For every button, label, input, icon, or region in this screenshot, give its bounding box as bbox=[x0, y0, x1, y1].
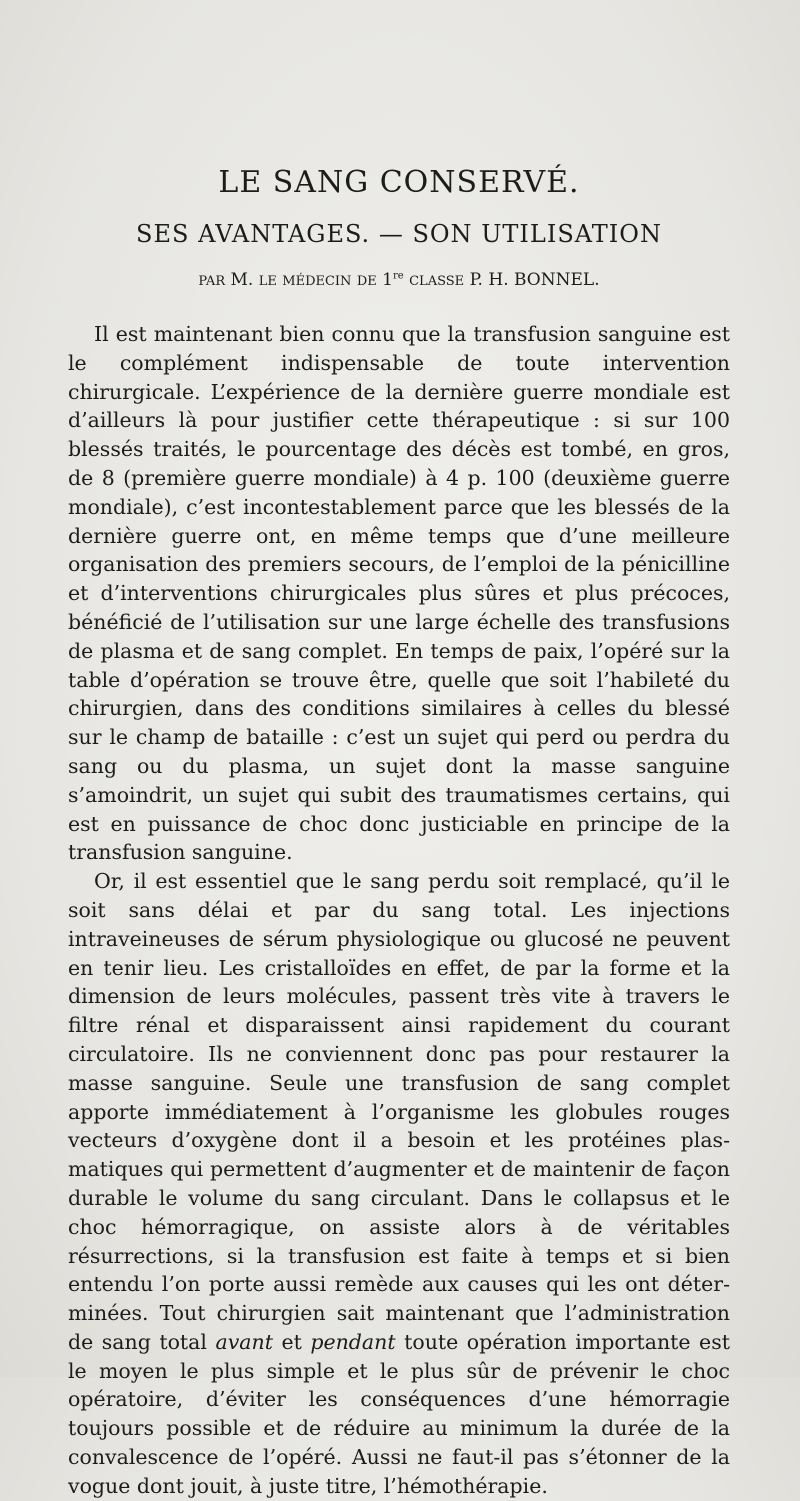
byline-par: PAR bbox=[198, 274, 226, 289]
byline-classe: CLASSE bbox=[409, 274, 465, 289]
paragraph-2-part-b: toute opération importante est le moyen le plus simple et le plus sûr de prévenir le choc opératoire, d’éviter les conséquences d’une hémorragie toujours possible et de réduire au minimum la durée de la convalescence de l’opéré. Aussi ne faut-il pas s’étonner de la vogue dont jouit, à juste titre, l’hémothérapie. bbox=[68, 1329, 730, 1498]
byline-sup: re bbox=[393, 270, 404, 282]
byline-num: 1 bbox=[382, 270, 393, 290]
article-subtitle: SES AVANTAGES. — SON UTILISATION bbox=[136, 220, 662, 248]
article-title: LE SANG CONSERVÉ. bbox=[218, 165, 580, 200]
byline-le: LE bbox=[258, 274, 277, 289]
paragraph-1: Il est maintenant bien connu que la transfusion sanguine est le complément indispensable de toute intervention chirurgicale. L’expérience de la dernière guerre mondiale est d’ailleurs là pour justifier cette thérapeutique : si sur 100 blessés traités, le pourcentage des décès est tombé, en gros, de 8 (première guerre mondiale) à 4 p. 100 (deuxième guerre mondiale), c’est incontestablement parce que les blessés de la dernière guerre ont, en même temps que d’une meilleure organisation des premiers secours, de l’emploi de la pénicilline et d’interventions chirurgicales plus sûres et plus précoces, bénéficié de l’utilisation sur une large échelle des transfusions de plasma et de sang complet. En temps de paix, l’opéré sur la table d’opération se trouve être, quelle que soit l’habileté du chirurgien, dans des conditions similaires à celles du blessé sur le champ de bataille : c’est un sujet qui perd ou perdra du sang ou du plasma, un sujet dont la masse sanguine s’amoindrit, un sujet qui subit des traumatismes certains, qui est en puissance de choc donc justiciable en principe de la transfusion sanguine. bbox=[68, 322, 730, 865]
paragraph-2-part-a: Or, il est essentiel que le sang perdu soit remplacé, qu’il le soit sans délai et par du sang total. Les injections intraveineuses de sérum physiologique ou glucosé ne peuvent en tenir lieu. Les cristalloïdes en effet, de par la forme et la dimension de leurs molécules, passent très vite à travers le filtre rénal et disparaissent ainsi rapidement du courant circulatoire. Ils ne conviennent donc pas pour restaurer la masse sanguine. Seule une transfusion de sang complet apporte immédiatement à l’organisme les globules rouges vecteurs d’oxygène dont il a besoin et les protéines plasmatiques qui permettent d’augmenter et de maintenir de façon durable le volume du sang circulant. Dans le collapsus et le choc hémorragique, on assiste alors à de véritables résurrections, si la transfusion est faite à temps et si bien entendu l’on porte aussi remède aux causes qui les ont déterminées. Tout chirurgien sait maintenant que l’administration de sang total bbox=[68, 869, 730, 1354]
byline bbox=[68, 270, 730, 290]
emphasis-pendant: pendant bbox=[310, 1329, 396, 1354]
byline-medecin: MÉDECIN bbox=[282, 274, 352, 289]
paragraph-2 bbox=[68, 867, 730, 1501]
byline-author: P. H. BONNEL. bbox=[469, 270, 600, 290]
byline-de: DE bbox=[356, 274, 377, 289]
article-body bbox=[68, 320, 730, 1501]
paragraph-2-et: et bbox=[281, 1329, 302, 1354]
emphasis-avant: avant bbox=[215, 1329, 273, 1354]
byline-m: M. bbox=[230, 270, 254, 290]
